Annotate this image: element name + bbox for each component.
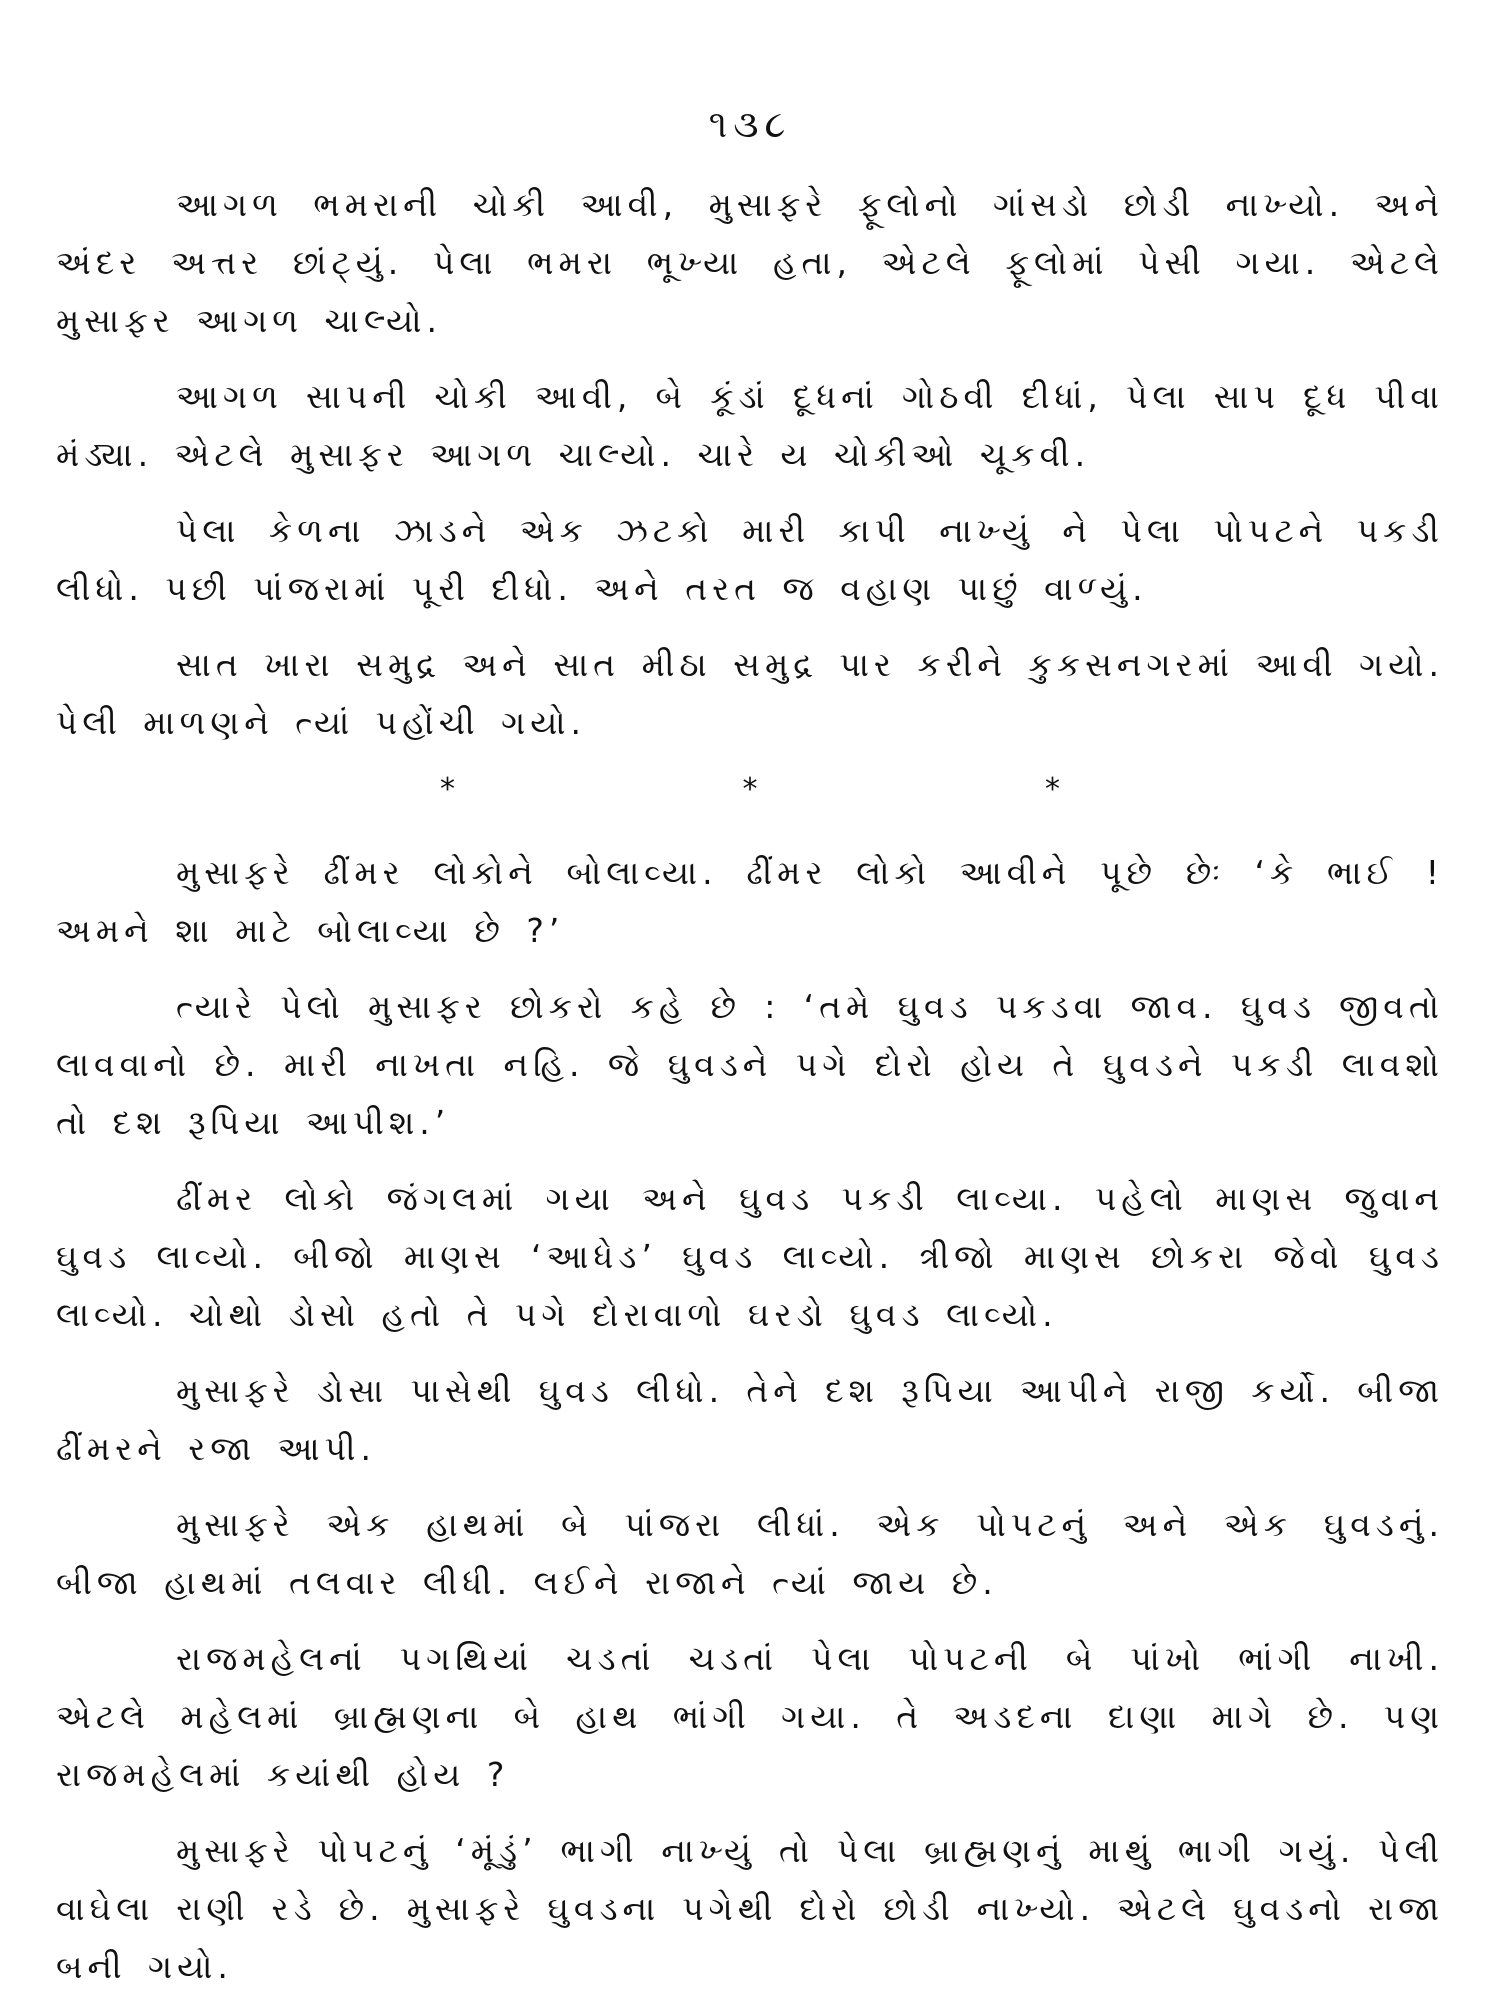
paragraph-11: મુસાફરે પોપટનું ‘મૂંડું’ ભાગી નાખ્યું તો પેલા બ્રાહ્મણનું માથું ભાગી ગયું. પેલી વાઘેલા રાણી રડે છે. મુસાફરે ઘુવડના પગેથી દોરો છોડી નાખ્યો. એટલે ઘુવડનો રાજા બની ગયો. [56, 1831, 1444, 1986]
paragraph-7: ઢીંમર લોકો જંગલમાં ગયા અને ઘુવડ પકડી લાવ્યા. પહેલો માણસ જુવાન ઘુવડ લાવ્યો. બીજો માણસ ‘આધેડ’ ઘુવડ લાવ્યો. ત્રીજો માણસ છોકરા જેવો ઘુવડ લાવ્યો. ચોથો ડોસો હતો તે પગે દોરાવાળો ઘરડો ઘુવડ લાવ્યો. [56, 1179, 1444, 1334]
paragraph-5: મુસાફરે ઢીંમર લોકોને બોલાવ્યા. ઢીંમર લોકો આવીને પૂછે છેઃ ‘કે ભાઈ ! અમને શા માટે બોલાવ્યા છે ?’ [56, 853, 1444, 950]
separator-star-3: * [1045, 772, 1060, 807]
paragraph-3: પેલા કેળના ઝાડને એક ઝટકો મારી કાપી નાખ્યું ને પેલા પોપટને પકડી લીધો. પછી પાંજરામાં પૂરી દીધો. અને તરત જ વહાણ પાછું વાળ્યું. [56, 511, 1444, 608]
separator-star-1: * [440, 772, 455, 807]
paragraph-9: મુસાફરે એક હાથમાં બે પાંજરા લીધાં. એક પોપટનું અને એક ઘુવડનું. બીજા હાથમાં તલવાર લીધી. લઈને રાજાને ત્યાં જાય છે. [56, 1505, 1444, 1602]
paragraph-6: ત્યારે પેલો મુસાફર છોકરો કહે છે : ‘તમે ઘુવડ પકડવા જાવ. ઘુવડ જીવતો લાવવાનો છે. મારી નાખતા નહિ. જે ઘુવડને પગે દોરો હોય તે ઘુવડને પકડી લાવશો તો દશ રૂપિયા આપીશ.’ [56, 987, 1444, 1142]
page-number: ૧૩૮ [708, 102, 792, 146]
paragraph-10: રાજમહેલનાં પગથિયાં ચડતાં ચડતાં પેલા પોપટની બે પાંખો ભાંગી નાખી. એટલે મહેલમાં બ્રાહ્મણના બે હાથ ભાંગી ગયા. તે અડદના દાણા માગે છે. પણ રાજમહેલમાં કયાંથી હોય ? [56, 1639, 1444, 1794]
separator-star-2: * [742, 772, 758, 807]
paragraph-2: આગળ સાપની ચોકી આવી, બે કૂંડાં દૂધનાં ગોઠવી દીધાં, પેલા સાપ દૂધ પીવા મંડ્યા. એટલે મુસાફર આગળ ચાલ્યો. ચારે ય ચોકીઓ ચૂકવી. [56, 377, 1444, 474]
paragraph-8: મુસાફરે ડોસા પાસેથી ઘુવડ લીધો. તેને દશ રૂપિયા આપીને રાજી કર્યો. બીજા ઢીંમરને રજા આપી. [56, 1371, 1444, 1468]
paragraph-4: સાત ખારા સમુદ્ર અને સાત મીઠા સમુદ્ર પાર કરીને કુકસનગરમાં આવી ગયો. પેલી માળણને ત્યાં પહોંચી ગયો. [56, 645, 1444, 742]
paragraph-1: આગળ ભમરાની ચોકી આવી, મુસાફરે ફૂલોનો ગાંસડો છોડી નાખ્યો. અને અંદર અત્તર છાંટ્યું. પેલા ભમરા ભૂખ્યા હતા, એટલે ફૂલોમાં પેસી ગયા. એટલે મુસાફર આગળ ચાલ્યો. [56, 185, 1444, 340]
section-separator [440, 770, 1060, 810]
